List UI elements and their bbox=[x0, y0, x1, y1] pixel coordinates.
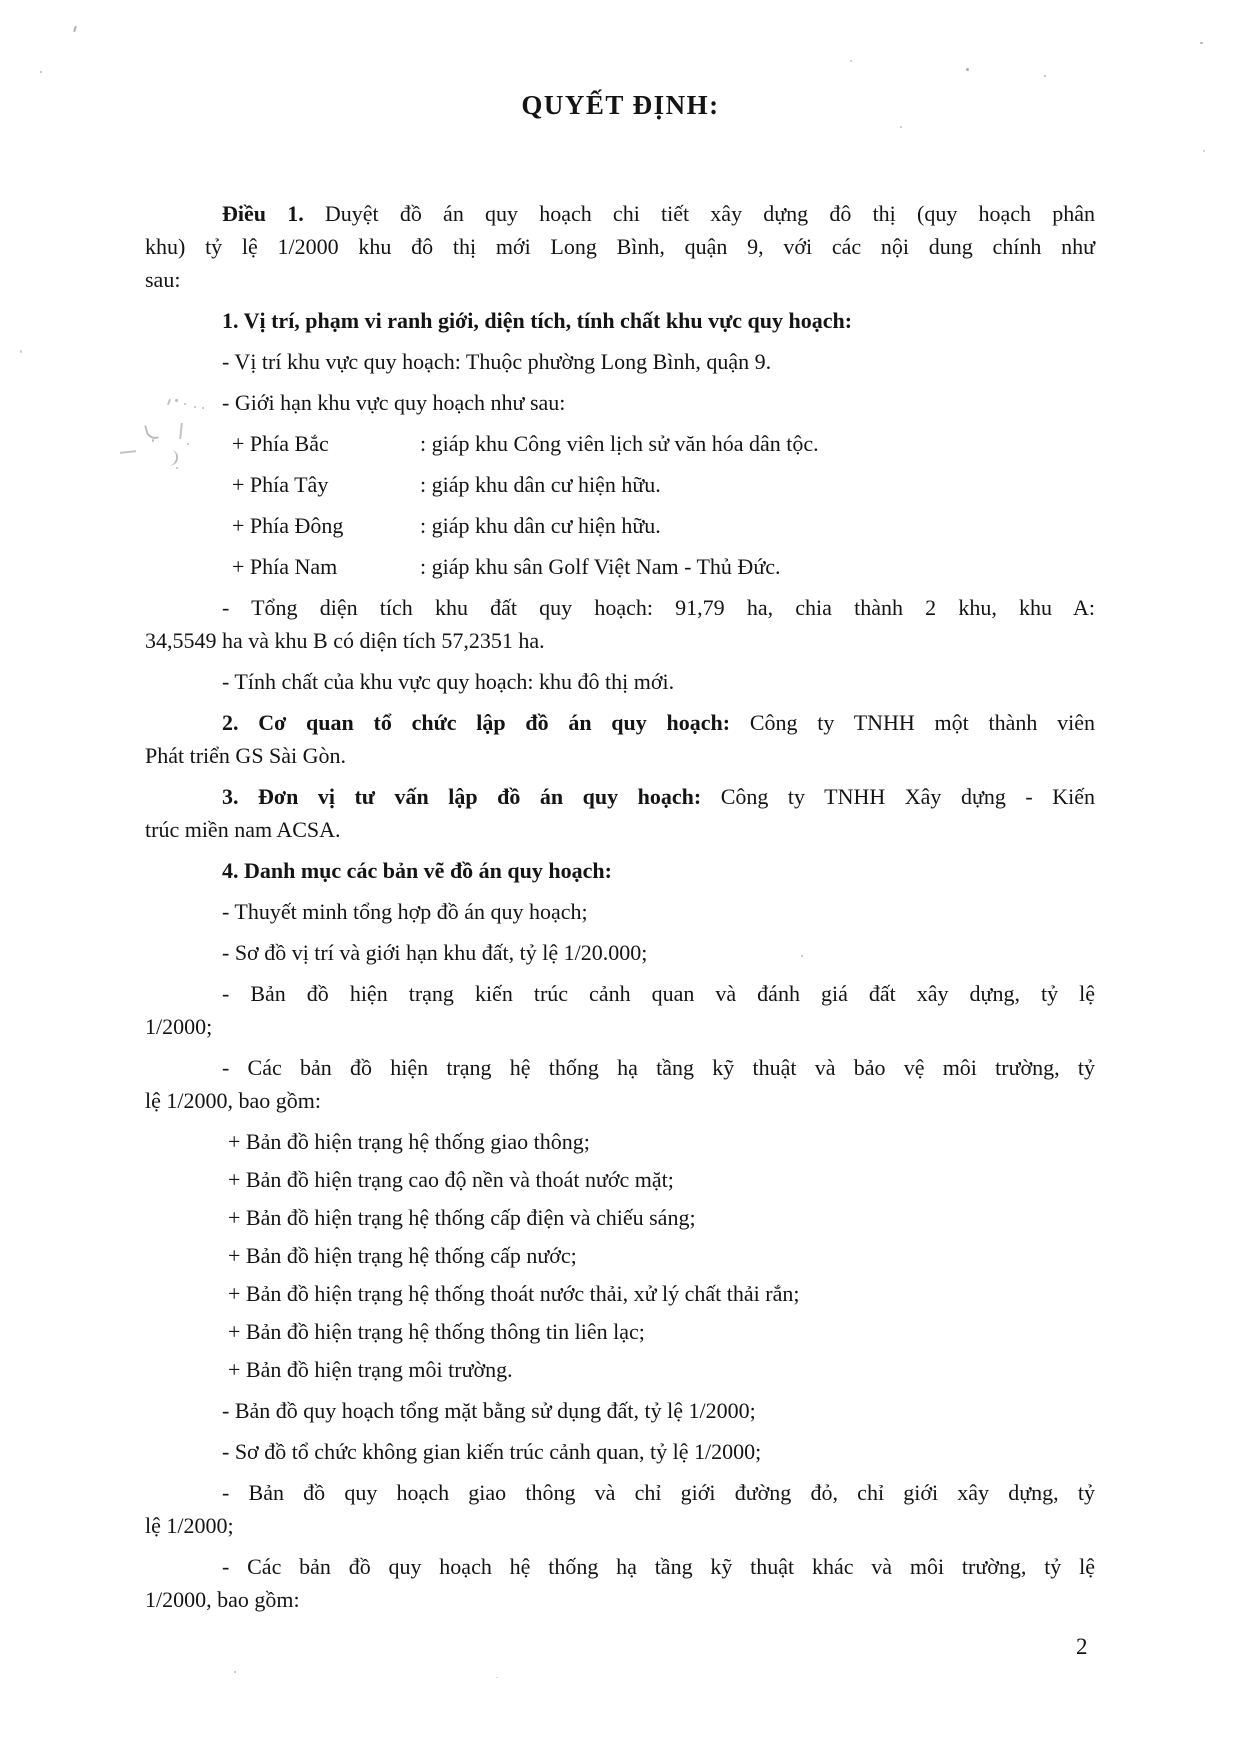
boundary-row-north bbox=[145, 427, 1095, 460]
giao-thong-line-1: - Bản đồ quy hoạch giao thông và chỉ giới đường đỏ, chỉ giới xây dựng, tỷ bbox=[222, 1480, 1095, 1505]
boundary-south-value: : giáp khu sân Golf Việt Nam - Thủ Đức. bbox=[420, 554, 781, 579]
hien-trang-line-2: 1/2000; bbox=[145, 1014, 213, 1039]
scan-speck bbox=[1044, 75, 1046, 77]
article-1-line-2: khu) tỷ lệ 1/2000 khu đô thị mới Long Bình, quận 9, với các nội dung chính như bbox=[145, 234, 1095, 259]
boundary-north-value: : giáp khu Công viên lịch sử văn hóa dân tộc. bbox=[420, 431, 819, 456]
ky-thuat-line-2: 1/2000, bao gồm: bbox=[145, 1587, 300, 1612]
drawing-item-khong-gian: - Sơ đồ tổ chức không gian kiến trúc cảnh quan, tỷ lệ 1/2000; bbox=[222, 1439, 762, 1464]
drawing-item-tong-mat-bang: - Bản đồ quy hoạch tổng mặt bằng sử dụng đất, tỷ lệ 1/2000; bbox=[222, 1398, 756, 1423]
article-1-line-1 bbox=[145, 197, 1095, 230]
document-title: QUYẾT ĐỊNH: bbox=[521, 90, 720, 120]
scan-speck bbox=[496, 1677, 498, 1678]
section-2-text: Công ty TNHH một thành viên bbox=[730, 710, 1096, 735]
section-2-line-1 bbox=[145, 706, 1095, 739]
section-3-line-1 bbox=[145, 780, 1095, 813]
drawing-item-giao-thong-chi-gioi bbox=[145, 1476, 1095, 1542]
giao-thong-line-2: lệ 1/2000; bbox=[145, 1513, 234, 1538]
sub-item-moi-truong: + Bản đồ hiện trạng môi trường. bbox=[228, 1357, 513, 1382]
scan-speck bbox=[966, 68, 969, 71]
sub-item-cap-nuoc: + Bản đồ hiện trạng hệ thống cấp nước; bbox=[228, 1243, 577, 1268]
scan-speck bbox=[850, 60, 852, 62]
boundary-north-label: + Phía Bắc bbox=[232, 431, 329, 456]
ky-thuat-line-1: - Các bản đồ quy hoạch hệ thống hạ tầng kỹ thuật khác và môi trường, tỷ lệ bbox=[222, 1554, 1095, 1579]
section-1-area bbox=[145, 591, 1095, 657]
section-3-paragraph bbox=[145, 780, 1095, 846]
ha-tang-line-2: lệ 1/2000, bao gồm: bbox=[145, 1088, 321, 1113]
drawing-item-ky-thuat-khac bbox=[145, 1550, 1095, 1616]
section-2-heading: 2. Cơ quan tổ chức lập đồ án quy hoạch: bbox=[222, 710, 731, 735]
sub-item-cao-do-nen: + Bản đồ hiện trạng cao độ nền và thoát nước mặt; bbox=[228, 1167, 674, 1192]
pencil-dash bbox=[120, 450, 136, 454]
section-3-heading: 3. Đơn vị tư vấn lập đồ án quy hoạch: bbox=[222, 784, 702, 809]
drawing-item-so-do-vi-tri: - Sơ đồ vị trí và giới hạn khu đất, tỷ lệ 1/20.000; bbox=[222, 940, 648, 965]
drawing-item-ha-tang bbox=[145, 1051, 1095, 1117]
boundary-row-east bbox=[145, 509, 1095, 542]
drawing-item-thuyet-minh: - Thuyết minh tổng hợp đồ án quy hoạch; bbox=[222, 899, 588, 924]
article-1-paragraph bbox=[145, 197, 1095, 296]
boundary-row-west bbox=[145, 468, 1095, 501]
area-line-2: 34,5549 ha và khu B có diện tích 57,2351 ha. bbox=[145, 628, 545, 653]
page-number: 2 bbox=[1076, 1634, 1088, 1659]
article-1-line-3: sau: bbox=[145, 267, 181, 292]
drawing-item-hien-trang bbox=[145, 977, 1095, 1043]
sub-item-thong-tin: + Bản đồ hiện trạng hệ thống thông tin liên lạc; bbox=[228, 1319, 645, 1344]
section-1-boundary-intro: - Giới hạn khu vực quy hoạch như sau: bbox=[222, 390, 566, 415]
boundary-east-value: : giáp khu dân cư hiện hữu. bbox=[420, 513, 661, 538]
section-1-heading: 1. Vị trí, phạm vi ranh giới, diện tích, tính chất khu vực quy hoạch: bbox=[222, 308, 853, 333]
scan-speck bbox=[234, 1671, 236, 1673]
scan-speck bbox=[20, 350, 22, 353]
section-2-line-2: Phát triển GS Sài Gòn. bbox=[145, 743, 347, 768]
scan-speck bbox=[40, 71, 42, 73]
scan-speck bbox=[1200, 42, 1203, 44]
sub-item-thoat-nuoc-thai: + Bản đồ hiện trạng hệ thống thoát nước thải, xử lý chất thải rắn; bbox=[228, 1281, 800, 1306]
boundary-west-label: + Phía Tây bbox=[232, 472, 329, 497]
section-2-paragraph bbox=[145, 706, 1095, 772]
ha-tang-line-1: - Các bản đồ hiện trạng hệ thống hạ tầng kỹ thuật và bảo vệ môi trường, tỷ bbox=[222, 1055, 1095, 1080]
hien-trang-line-1: - Bản đồ hiện trạng kiến trúc cảnh quan và đánh giá đất xây dựng, tỷ lệ bbox=[222, 981, 1095, 1006]
scan-speck bbox=[900, 126, 902, 128]
section-4-heading: 4. Danh mục các bản vẽ đồ án quy hoạch: bbox=[222, 858, 612, 883]
section-3-line-2: trúc miền nam ACSA. bbox=[145, 817, 341, 842]
boundary-east-label: + Phía Đông bbox=[232, 513, 344, 538]
article-1-text: Duyệt đồ án quy hoạch chi tiết xây dựng đô thị (quy hoạch phân bbox=[303, 201, 1096, 226]
boundary-south-label: + Phía Nam bbox=[232, 554, 338, 579]
sub-item-giao-thong: + Bản đồ hiện trạng hệ thống giao thông; bbox=[228, 1129, 590, 1154]
boundary-row-south bbox=[145, 550, 1095, 583]
section-1-location: - Vị trí khu vực quy hoạch: Thuộc phường Long Bình, quận 9. bbox=[222, 349, 772, 374]
article-1-label: Điều 1. bbox=[222, 201, 304, 226]
scan-speck bbox=[1203, 150, 1205, 152]
boundary-west-value: : giáp khu dân cư hiện hữu. bbox=[420, 472, 661, 497]
sub-item-cap-dien: + Bản đồ hiện trạng hệ thống cấp điện và chiếu sáng; bbox=[228, 1205, 696, 1230]
section-1-character: - Tính chất của khu vực quy hoạch: khu đô thị mới. bbox=[222, 669, 675, 694]
document-body bbox=[145, 197, 1095, 1624]
area-line-1: - Tổng diện tích khu đất quy hoạch: 91,79 ha, chia thành 2 khu, khu A: bbox=[222, 595, 1095, 620]
scan-speck bbox=[73, 26, 77, 32]
section-3-text: Công ty TNHH Xây dựng - Kiến bbox=[701, 784, 1095, 809]
